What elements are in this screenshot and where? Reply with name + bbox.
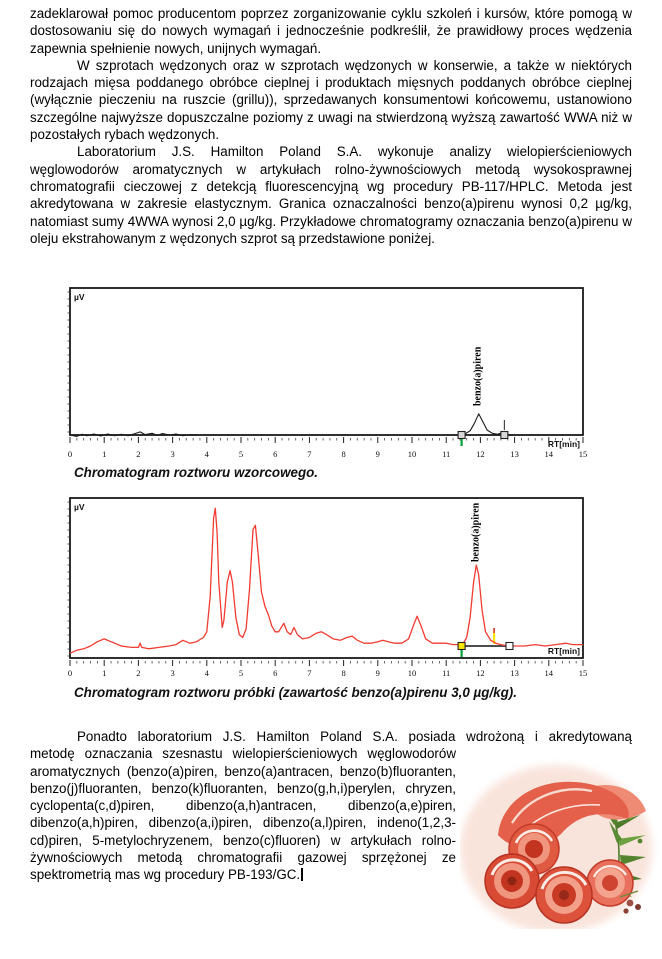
paragraph-gc[interactable] <box>30 745 456 883</box>
paragraph-gc-text[interactable]: metodę oznaczania szesnastu wielopierścieniowych węglowodorów aromatycznych (benzo(a)piren, benzo(a)antracen, benzo(b)fluoranten, benzo(j)fluoranten, benzo(k)fluoranten, benzo(g,h,i)perylen, chryzen, cyclopenta(c,d)piren, dibenzo(a,h)antracen, dibenzo(a,e)piren, dibenzo(a,h)piren, dibenzo(a,i)piren, dibenzo(a,l)piren, indeno(1,2,3- cd)piren, 5-metylochryzenem, benzo(c)fluoren) w artykułach rolno-żywnościowych metodą chromatografii gazowej sprzężonej ze spektrometrią mas wg procedury PB-193/GC. <box>30 746 456 883</box>
svg-text:12: 12 <box>476 449 485 459</box>
ham-photo-graphic <box>460 757 662 929</box>
svg-text:13: 13 <box>510 449 519 459</box>
svg-text:5: 5 <box>238 668 244 678</box>
svg-text:2: 2 <box>136 449 141 459</box>
chart1-caption: Chromatogram roztworu wzorcowego. <box>74 465 319 480</box>
svg-text:13: 13 <box>510 668 519 678</box>
svg-text:RT[min]: RT[min] <box>547 439 580 449</box>
svg-text:9: 9 <box>375 668 380 678</box>
svg-text:8: 8 <box>341 449 346 459</box>
text-cursor-icon <box>301 868 303 881</box>
svg-text:15: 15 <box>578 449 588 459</box>
svg-text:4: 4 <box>204 449 209 459</box>
paragraph-sprats[interactable]: W szprotach wędzonych oraz w szprotach wędzonych w konserwie, a także w niektórych rodzajach mięsa poddanego obróbce cieplnej i produktach mięsnych poddanych obróbce cieplnej (wyłącznie pieczeniu na ruszcie (grillu)), sprzedawanych konsumentowi końcowemu, ustanowiono szczególne najwyższe dopuszczalne poziomy z uwagi na stwierdzoną wyższą zawartość WWA niż w pozostałych rybach wędzonych. <box>30 57 632 143</box>
chromatogram-standard-figure[interactable] <box>65 286 593 467</box>
svg-text:0: 0 <box>67 449 73 459</box>
paragraph-training[interactable]: zadeklarował pomoc producentom poprzez zorganizowanie cyklu szkoleń i kursów, które pomogą w dostosowaniu się do nowych wymagań i jednocześnie podkreślił, że prawidłowy proces wędzenia zapewnia spełnienie nowych, unijnych wymagań. <box>30 6 632 56</box>
chart2-caption: Chromatogram roztworu próbki (zawartość benzo(a)pirenu 3,0 µg/kg). <box>74 685 517 700</box>
body-text-block[interactable] <box>30 5 632 247</box>
svg-text:15: 15 <box>578 668 588 678</box>
ham-photo[interactable] <box>460 757 662 929</box>
svg-text:2: 2 <box>136 668 141 678</box>
svg-text:14: 14 <box>544 449 554 459</box>
svg-text:µV: µV <box>74 502 85 512</box>
svg-text:µV: µV <box>74 292 85 302</box>
svg-text:0: 0 <box>67 668 73 678</box>
svg-text:3: 3 <box>170 668 175 678</box>
svg-text:12: 12 <box>476 668 485 678</box>
svg-text:6: 6 <box>273 668 278 678</box>
svg-text:11: 11 <box>442 449 451 459</box>
paragraph-gc-intro[interactable]: Ponadto laboratorium J.S. Hamilton Poland S.A. posiada wdrożoną i akredytowaną <box>77 729 632 744</box>
svg-text:14: 14 <box>544 668 554 678</box>
svg-text:8: 8 <box>341 668 346 678</box>
svg-text:5: 5 <box>238 449 244 459</box>
svg-text:1: 1 <box>102 449 107 459</box>
svg-text:7: 7 <box>307 668 312 678</box>
svg-text:6: 6 <box>273 449 278 459</box>
chromatogram-standard-plot <box>65 286 593 462</box>
paragraph-laboratory-hplc[interactable]: Laboratorium J.S. Hamilton Poland S.A. wykonuje analizy wielopierścieniowych węglowodorów aromatycznych w artykułach rolno-żywnościowych metodą wysokosprawnej chromatografii cieczowej z detekcją fluorescencyjną wg procedury PB-117/HPLC. Metoda jest akredytowana w zakresie elastycznym. Granica oznaczalności benzo(a)pirenu wynosi 0,2 µg/kg, natomiast sumy 4WWA wynosi 2,0 µg/kg. Przykładowe chromatogramy oznaczania benzo(a)pirenu w oleju ekstrahowanym z wędzonych szprot są przedstawione poniżej. <box>30 144 632 246</box>
svg-text:9: 9 <box>375 449 380 459</box>
svg-text:3: 3 <box>170 449 175 459</box>
svg-text:10: 10 <box>407 449 417 459</box>
svg-text:11: 11 <box>442 668 451 678</box>
svg-text:RT[min]: RT[min] <box>547 646 580 656</box>
svg-text:1: 1 <box>102 668 107 678</box>
svg-text:benzo(a)piren: benzo(a)piren <box>472 346 484 406</box>
svg-text:4: 4 <box>204 668 209 678</box>
svg-text:benzo(a)piren: benzo(a)piren <box>470 502 482 562</box>
svg-text:7: 7 <box>307 449 312 459</box>
svg-text:10: 10 <box>407 668 417 678</box>
chromatogram-sample-figure[interactable] <box>65 496 593 687</box>
chromatogram-sample-plot <box>65 496 593 682</box>
